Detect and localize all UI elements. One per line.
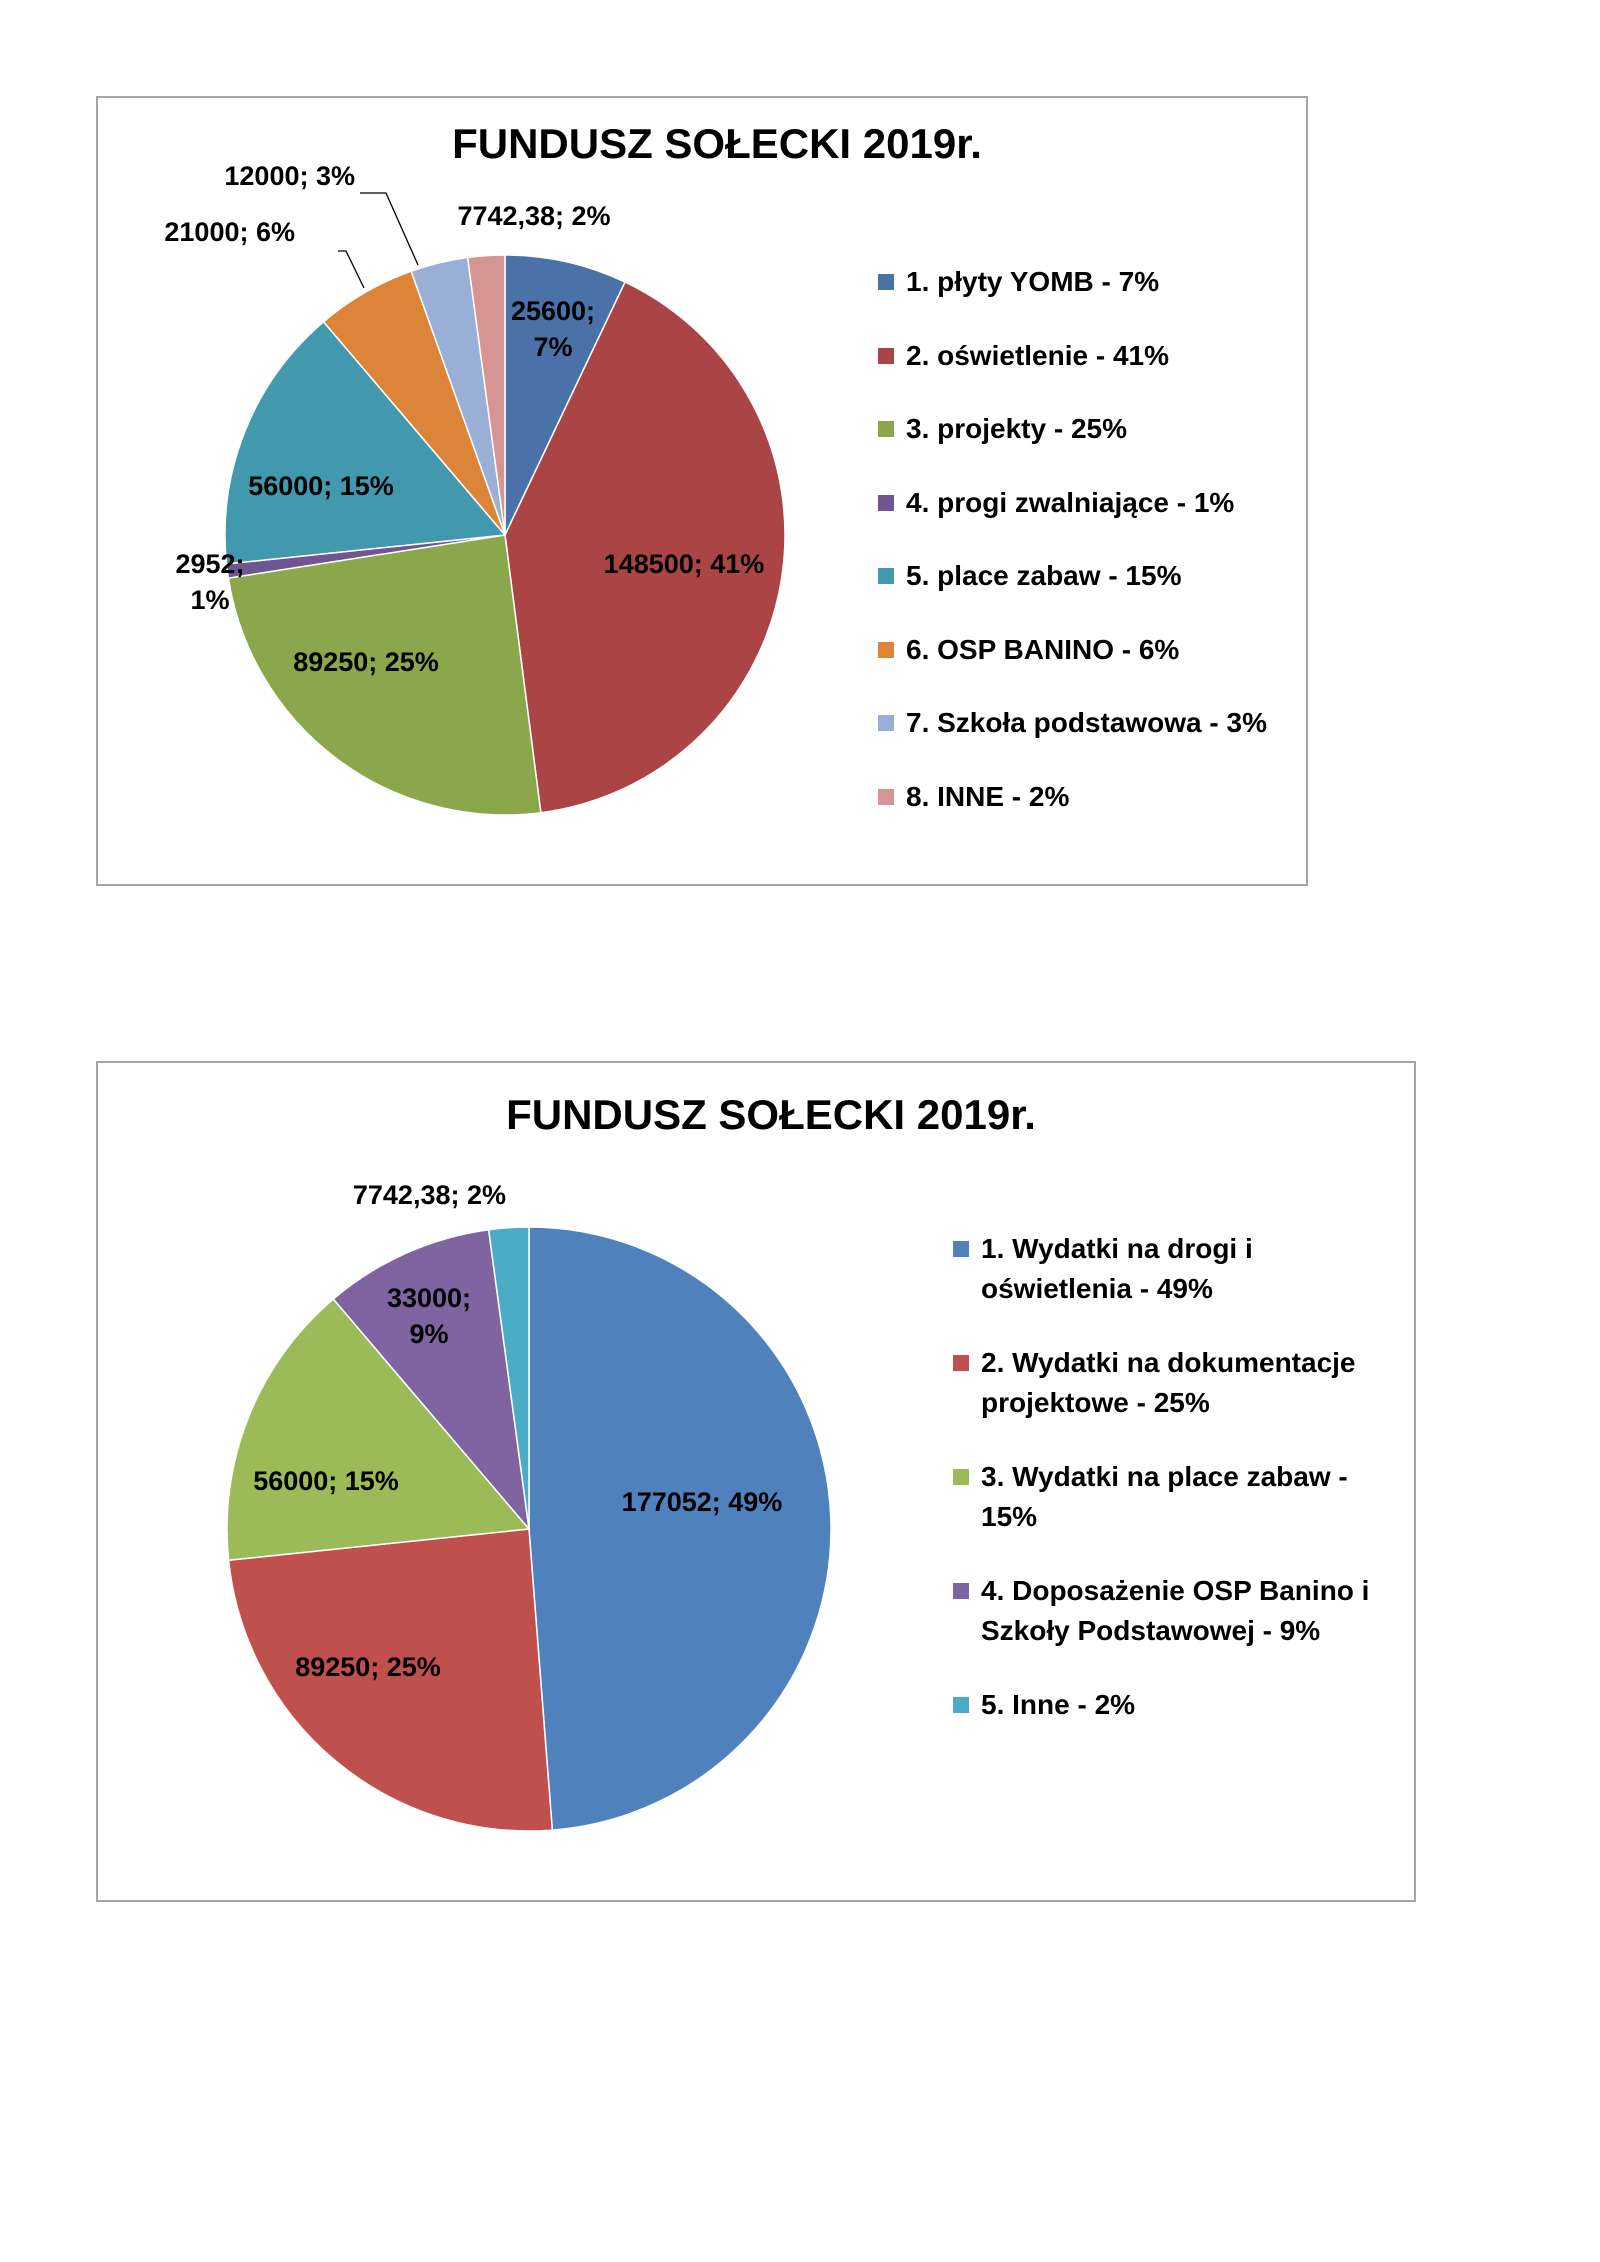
data-label: 56000; 15%	[253, 1466, 399, 1496]
legend-label: 6. OSP BANINO - 6%	[906, 633, 1180, 665]
legend-label: 4. progi zwalniające - 1%	[906, 486, 1235, 518]
legend-label: 7. Szkoła podstawowa - 3%	[906, 707, 1267, 738]
chart-title: FUNDUSZ SOŁECKI 2019r.	[452, 120, 982, 167]
legend-label: projektowe - 25%	[981, 1387, 1210, 1418]
leader-line	[360, 193, 418, 265]
legend-item	[953, 1229, 1403, 1343]
legend-label: oświetlenia - 49%	[981, 1273, 1213, 1304]
data-label: 89250; 25%	[293, 647, 439, 677]
data-label: 2952; 1%	[175, 549, 245, 615]
legend-item	[953, 1571, 1403, 1685]
legend-label: 3. projekty - 25%	[906, 413, 1127, 444]
chart-1-legend	[878, 262, 1298, 850]
legend-item	[878, 336, 1298, 410]
legend-label: 5. Inne - 2%	[981, 1689, 1136, 1720]
legend-label: 5. place zabaw - 15%	[906, 560, 1182, 591]
legend-swatch	[878, 274, 894, 290]
legend-label: 1. płyty YOMB - 7%	[906, 266, 1160, 297]
legend-item	[953, 1343, 1403, 1457]
legend-label: 4. Doposażenie OSP Banino i	[981, 1575, 1370, 1606]
legend-item	[878, 556, 1298, 630]
data-label: 56000; 15%	[248, 471, 394, 501]
data-label: 177052; 49%	[621, 1487, 783, 1517]
legend-label: Szkoły Podstawowej - 9%	[981, 1615, 1321, 1646]
data-label: 33000; 9%	[386, 1283, 472, 1349]
legend-item	[878, 777, 1298, 851]
legend-label: 2. oświetlenie - 41%	[906, 339, 1169, 371]
pie-chart-2	[96, 1061, 1416, 1902]
data-label: 7742,38; 2%	[457, 201, 611, 231]
legend-swatch	[878, 642, 894, 658]
legend-item	[878, 630, 1298, 704]
legend-swatch	[953, 1697, 969, 1713]
chart-title: FUNDUSZ SOŁECKI 2019r.	[506, 1091, 1036, 1138]
legend-item	[878, 262, 1298, 336]
legend-item	[878, 483, 1298, 557]
legend-label: 3. Wydatki na place zabaw -	[981, 1461, 1348, 1492]
legend-swatch	[878, 348, 894, 364]
legend-swatch	[953, 1469, 969, 1485]
legend-swatch	[953, 1583, 969, 1599]
legend-swatch	[953, 1355, 969, 1371]
legend-item	[878, 409, 1298, 483]
legend-swatch	[878, 495, 894, 511]
data-label: 7742,38; 2%	[352, 1180, 506, 1210]
data-label: 21000; 6%	[164, 217, 295, 247]
data-label: 12000; 3%	[224, 161, 355, 191]
legend-item	[953, 1457, 1403, 1571]
legend-item	[953, 1685, 1403, 1799]
data-label: 148500; 41%	[603, 549, 765, 579]
data-label: 89250; 25%	[295, 1652, 441, 1682]
legend-label: 1. Wydatki na drogi i	[981, 1233, 1253, 1264]
legend-swatch	[953, 1241, 969, 1257]
pie-slice	[529, 1227, 831, 1830]
legend-label: 2. Wydatki na dokumentacje	[981, 1347, 1356, 1378]
legend-swatch	[878, 715, 894, 731]
legend-label: 8. INNE - 2%	[906, 780, 1070, 812]
legend-swatch	[878, 421, 894, 437]
legend-swatch	[878, 568, 894, 584]
data-label: 25600; 7%	[510, 296, 596, 362]
legend-label: 15%	[981, 1501, 1038, 1532]
pie-chart-1	[96, 96, 1308, 886]
legend-item	[878, 703, 1298, 777]
leader-line	[338, 251, 364, 288]
chart-2-legend	[953, 1229, 1403, 1799]
legend-swatch	[878, 789, 894, 805]
